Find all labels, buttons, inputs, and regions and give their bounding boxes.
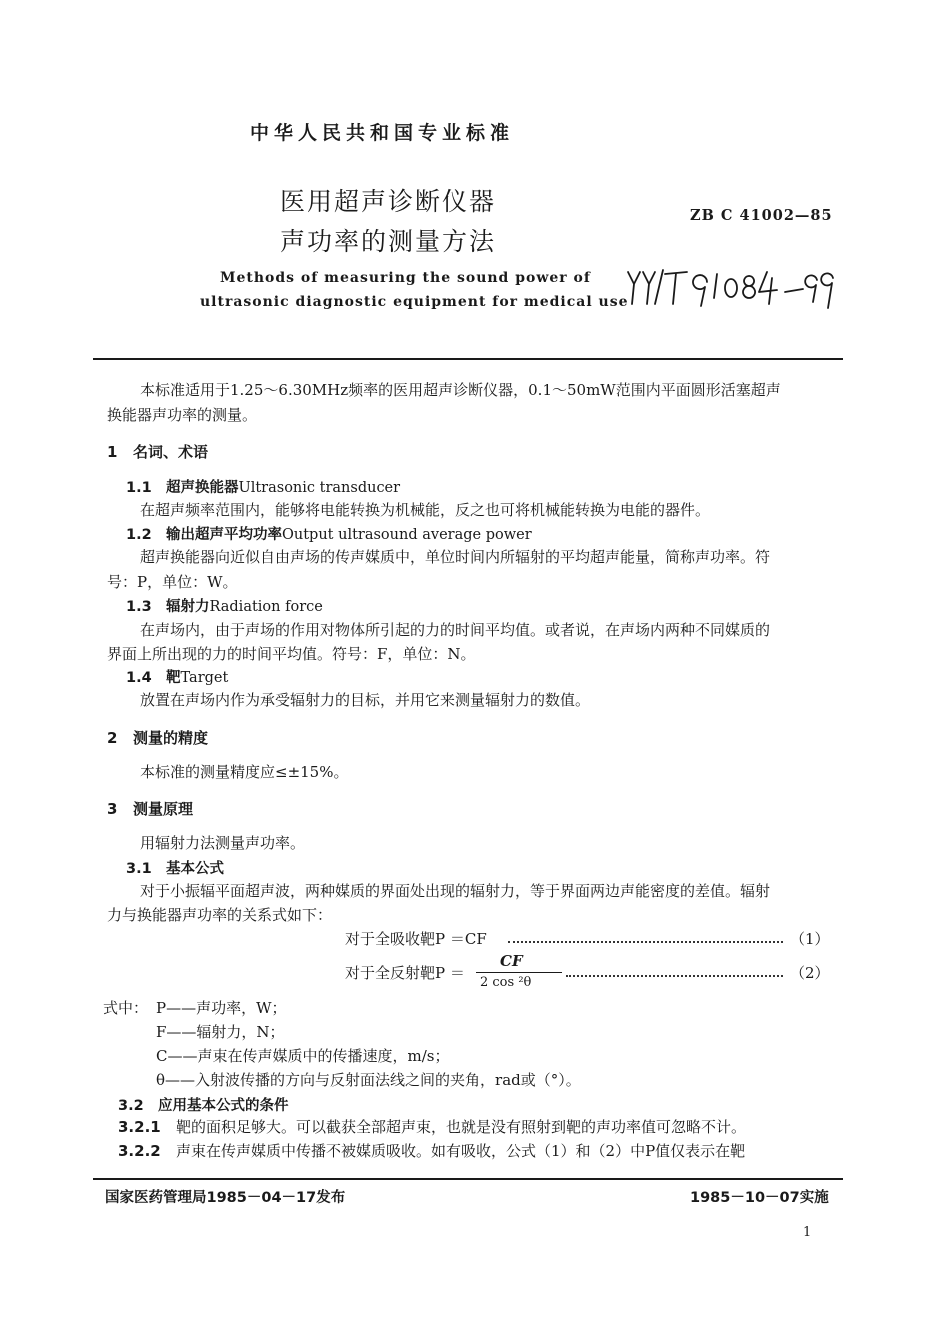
section-title: 基本公式 [166, 861, 224, 877]
where-item-p: P——声功率，W； [156, 999, 287, 1017]
footer-rule [93, 1178, 843, 1180]
handwritten-code-image [625, 262, 835, 312]
section-1-2-body-line2: 号：P，单位：W。 [107, 573, 238, 591]
standard-code: ZB C 41002—85 [690, 207, 833, 224]
formula-1-number: （1） [790, 930, 830, 948]
term-en: Ultrasonic transducer [238, 480, 401, 496]
section-3-1-heading [126, 857, 224, 878]
term-en: Radiation force [209, 599, 323, 615]
section-title: 测量原理 [133, 800, 194, 818]
term-en: Output ultrasound average power [282, 527, 532, 543]
effective-date: 1985－10－07实施 [690, 1190, 829, 1206]
section-body: 声束在传声媒质中传播不被媒质吸收。如有吸收，公式（1）和（2）中P值仅表示在靶 [176, 1142, 746, 1160]
section-3-2-heading [118, 1094, 289, 1115]
section-number: 2 [107, 729, 118, 747]
section-2-body: 本标准的测量精度应≤±15%。 [140, 763, 349, 781]
section-number: 3.1 [126, 861, 152, 877]
where-item-c: C——声束在传声媒质中的传播速度，m/s； [156, 1047, 450, 1065]
section-number: 1.1 [126, 480, 152, 496]
section-number: 3.2.1 [118, 1118, 161, 1136]
intro-line2: 换能器声功率的测量。 [107, 406, 258, 424]
section-2-heading [107, 727, 208, 748]
formula-2-leader [566, 975, 783, 977]
formula-1: 对于全吸收靶P ＝CF [345, 930, 487, 948]
section-title: 测量的精度 [133, 729, 209, 747]
section-3-2-1 [118, 1117, 746, 1137]
section-number: 3 [107, 800, 118, 818]
section-number: 1.4 [126, 670, 152, 686]
section-1-4-heading [126, 666, 228, 687]
en-title-line2: ultrasonic diagnostic equipment for medical use [200, 294, 629, 310]
org-title: 中华人民共和国专业标准 [250, 122, 515, 144]
formula-1-leader [508, 941, 783, 943]
where-item-theta: θ——入射波传播的方向与反射面法线之间的夹角，rad或（°）。 [156, 1071, 581, 1089]
doc-title-line1: 医用超声诊断仪器 [280, 187, 497, 216]
section-number: 1 [107, 443, 118, 461]
section-1-3-heading [126, 595, 323, 616]
formula-2-denominator: 2 cos ²θ [480, 975, 532, 990]
section-body: 靶的面积足够大。可以截获全部超声束，也就是没有照射到靶的声功率值可忽略不计。 [176, 1118, 747, 1136]
issued-date: 国家医药管理局1985－04－17发布 [105, 1190, 346, 1206]
section-1-3-body-line1: 在声场内，由于声场的作用对物体所引起的力的时间平均值。或者说，在声场内两种不同媒质的 [140, 621, 771, 639]
intro-line1: 本标准适用于1.25～6.30MHz频率的医用超声诊断仪器，0.1～50mW范围内平面圆形活塞超声 [140, 381, 781, 399]
formula-2-label: 对于全反射靶P ＝ [345, 964, 465, 982]
formula-2-fraction-bar [476, 972, 562, 973]
en-title-line1: Methods of measuring the sound power of [220, 270, 591, 286]
section-1-3-body-line2: 界面上所出现的力的时间平均值。符号：F，单位：N。 [107, 645, 476, 663]
section-3-2-2 [118, 1141, 745, 1161]
section-3-1-body-line2: 力与换能器声功率的关系式如下： [107, 906, 333, 924]
header-rule [93, 358, 843, 360]
term-zh: 输出超声平均功率 [166, 527, 282, 543]
where-item-f: F——辐射力，N； [156, 1023, 285, 1041]
section-number: 3.2 [118, 1098, 144, 1114]
term-zh: 超声换能器 [166, 480, 239, 496]
term-zh: 辐射力 [166, 599, 210, 615]
formula-2-number: （2） [790, 964, 830, 982]
section-1-4-body: 放置在声场内作为承受辐射力的目标，并用它来测量辐射力的数值。 [140, 691, 591, 709]
section-number: 1.2 [126, 527, 152, 543]
term-zh: 靶 [166, 670, 181, 686]
section-number: 3.2.2 [118, 1142, 161, 1160]
section-3-heading [107, 798, 193, 819]
section-1-heading [107, 441, 208, 462]
term-en: Target [180, 670, 229, 686]
section-1-1-body: 在超声频率范围内，能够将电能转换为机械能，反之也可将机械能转换为电能的器件。 [140, 501, 711, 519]
section-3-1-body-line1: 对于小振辐平面超声波，两种媒质的界面处出现的辐射力，等于界面两边声能密度的差值。辐射 [140, 882, 771, 900]
section-title: 应用基本公式的条件 [158, 1098, 289, 1114]
section-number: 1.3 [126, 599, 152, 615]
section-title: 名词、术语 [133, 443, 209, 461]
formula-2-numerator: CF [500, 952, 523, 970]
page-number: 1 [803, 1225, 812, 1240]
doc-title-line2: 声功率的测量方法 [280, 227, 497, 256]
section-3-body: 用辐射力法测量声功率。 [140, 834, 306, 852]
section-1-2-body-line1: 超声换能器向近似自由声场的传声媒质中，单位时间内所辐射的平均超声能量，简称声功率。符 [140, 548, 771, 566]
section-1-2-heading [126, 523, 532, 544]
section-1-1-heading [126, 476, 400, 497]
where-lead: 式中： [103, 999, 149, 1017]
